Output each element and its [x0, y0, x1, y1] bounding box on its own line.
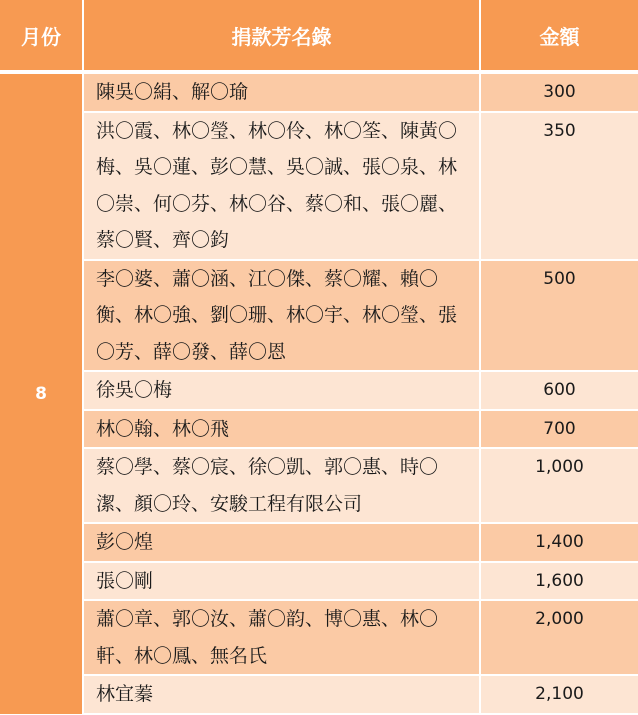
donor-names-cell: 徐吳〇梅 — [83, 371, 480, 410]
amount-cell: 2,000 — [480, 600, 638, 675]
table-row — [0, 410, 638, 449]
donor-names-cell: 張〇剛 — [83, 562, 480, 601]
table-row — [0, 448, 638, 523]
donor-names-cell: 彭〇煌 — [83, 523, 480, 562]
table-row — [0, 675, 638, 714]
table-row — [0, 562, 638, 601]
donor-names-cell: 李〇婆、蕭〇涵、江〇傑、蔡〇耀、賴〇衡、林〇強、劉〇珊、林〇宇、林〇瑩、張〇芳、薛〇發、薛〇恩 — [83, 260, 480, 372]
amount-cell: 1,000 — [480, 448, 638, 523]
amount-cell: 1,600 — [480, 562, 638, 601]
month-cell: 8 — [0, 74, 83, 714]
table-row — [0, 74, 638, 112]
header-row — [0, 0, 638, 71]
amount-cell: 700 — [480, 410, 638, 449]
table-row — [0, 600, 638, 675]
donor-names-cell: 蕭〇章、郭〇汝、蕭〇韵、博〇惠、林〇軒、林〇鳳、無名氏 — [83, 600, 480, 675]
table-row — [0, 371, 638, 410]
amount-cell: 350 — [480, 112, 638, 260]
donor-names-cell: 陳吳〇絹、解〇瑜 — [83, 74, 480, 112]
amount-cell: 2,100 — [480, 675, 638, 714]
donor-names-cell: 林〇翰、林〇飛 — [83, 410, 480, 449]
amount-cell: 500 — [480, 260, 638, 372]
names-column-header: 捐款芳名錄 — [83, 0, 480, 71]
amount-column-header: 金額 — [480, 0, 638, 71]
table-row — [0, 523, 638, 562]
table-row — [0, 260, 638, 372]
amount-cell: 300 — [480, 74, 638, 112]
donor-names-cell: 洪〇霞、林〇瑩、林〇伶、林〇筌、陳黃〇梅、吳〇蓮、彭〇慧、吳〇誠、張〇泉、林〇崇、何〇芬、林〇谷、蔡〇和、張〇麗、蔡〇賢、齊〇鈞 — [83, 112, 480, 260]
month-column-header: 月份 — [0, 0, 83, 71]
table-row — [0, 112, 638, 260]
donor-names-cell: 林宜蓁 — [83, 675, 480, 714]
amount-cell: 1,400 — [480, 523, 638, 562]
amount-cell: 600 — [480, 371, 638, 410]
donor-names-cell: 蔡〇學、蔡〇宸、徐〇凱、郭〇惠、時〇潔、顏〇玲、安駿工程有限公司 — [83, 448, 480, 523]
